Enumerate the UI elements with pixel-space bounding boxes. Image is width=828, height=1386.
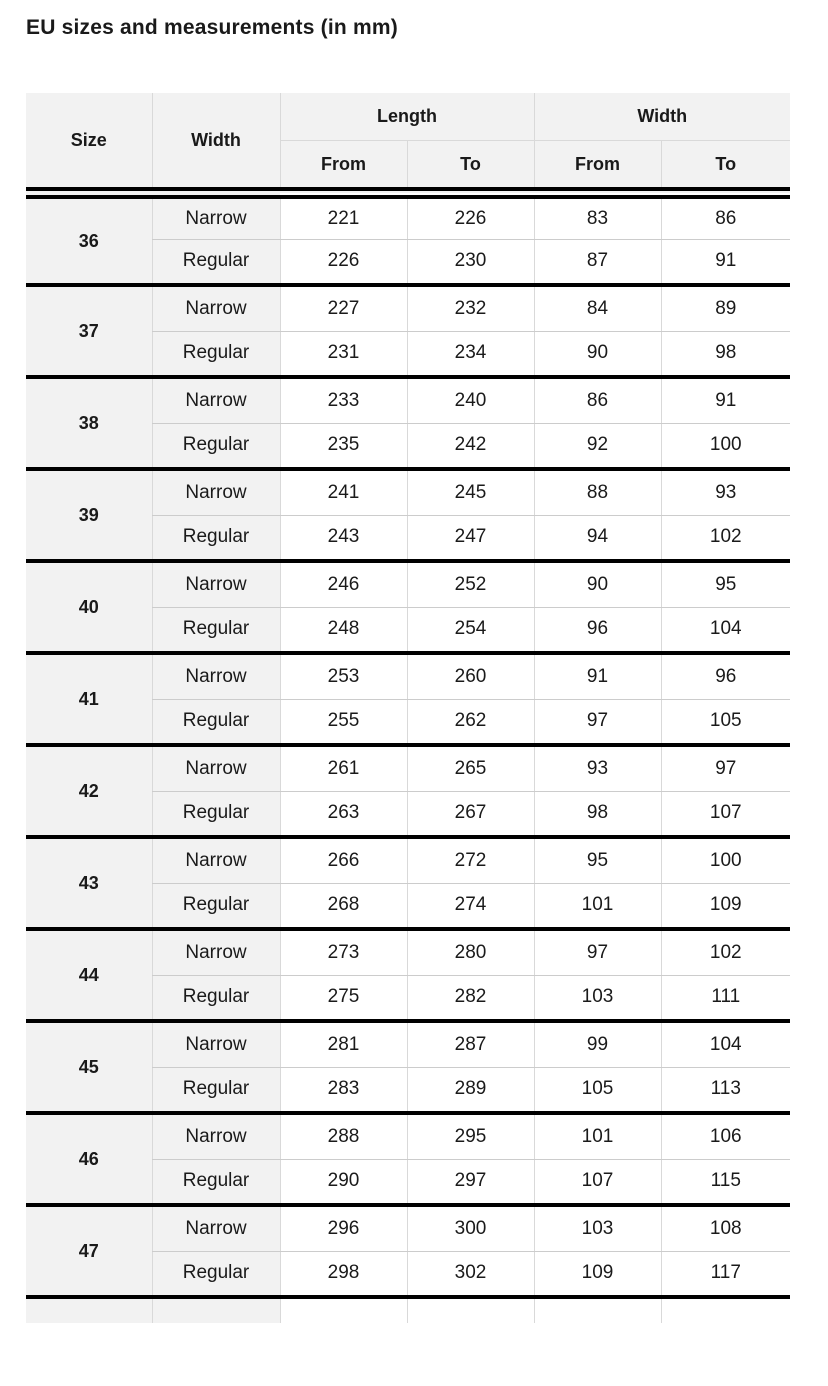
width-type-cell: Narrow: [152, 469, 280, 515]
size-group: [26, 285, 790, 377]
width-from-cell: 90: [534, 561, 661, 607]
length-from-cell: 235: [280, 423, 407, 469]
size-cell: 42: [26, 745, 152, 837]
length-from-cell: 275: [280, 975, 407, 1021]
length-to-cell: 232: [407, 285, 534, 331]
table-row: [26, 469, 790, 515]
width-type-cell: Narrow: [152, 1021, 280, 1067]
width-type-cell: Narrow: [152, 377, 280, 423]
length-to-cell: 282: [407, 975, 534, 1021]
length-to-cell: 242: [407, 423, 534, 469]
width-from-cell: 83: [534, 193, 661, 239]
width-to-cell: 89: [661, 285, 790, 331]
size-cell: 43: [26, 837, 152, 929]
width-type-cell: Narrow: [152, 929, 280, 975]
page-title: EU sizes and measurements (in mm): [26, 16, 398, 39]
col-group-width: Width: [534, 93, 790, 141]
length-from-cell: 227: [280, 285, 407, 331]
size-cell: 39: [26, 469, 152, 561]
length-to-cell: [407, 1297, 534, 1323]
width-from-cell: 84: [534, 285, 661, 331]
length-to-cell: 289: [407, 1067, 534, 1113]
width-type-cell: Regular: [152, 239, 280, 285]
width-to-cell: 104: [661, 607, 790, 653]
table-row: [26, 1021, 790, 1067]
col-header-width-type: Width: [152, 93, 280, 193]
length-from-cell: 246: [280, 561, 407, 607]
width-type-cell: Regular: [152, 883, 280, 929]
length-from-cell: 281: [280, 1021, 407, 1067]
width-from-cell: 91: [534, 653, 661, 699]
width-to-cell: 91: [661, 377, 790, 423]
width-to-cell: [661, 1297, 790, 1323]
width-to-cell: 104: [661, 1021, 790, 1067]
table-header: [26, 93, 790, 193]
width-from-cell: 97: [534, 929, 661, 975]
width-from-cell: 105: [534, 1067, 661, 1113]
length-to-cell: 260: [407, 653, 534, 699]
length-from-cell: 248: [280, 607, 407, 653]
length-to-cell: 252: [407, 561, 534, 607]
length-from-cell: [280, 1297, 407, 1323]
width-from-cell: 93: [534, 745, 661, 791]
width-to-cell: 86: [661, 193, 790, 239]
size-group: [26, 1205, 790, 1297]
length-to-cell: 245: [407, 469, 534, 515]
width-to-cell: 106: [661, 1113, 790, 1159]
size-group: [26, 745, 790, 837]
size-cell: 37: [26, 285, 152, 377]
width-to-cell: 109: [661, 883, 790, 929]
length-from-cell: 288: [280, 1113, 407, 1159]
col-header-size: Size: [26, 93, 152, 193]
width-type-cell: Narrow: [152, 653, 280, 699]
width-to-cell: 95: [661, 561, 790, 607]
length-from-cell: 298: [280, 1251, 407, 1297]
length-from-cell: 233: [280, 377, 407, 423]
width-from-cell: 92: [534, 423, 661, 469]
length-to-cell: 272: [407, 837, 534, 883]
width-to-cell: 108: [661, 1205, 790, 1251]
length-from-cell: 283: [280, 1067, 407, 1113]
width-from-cell: 98: [534, 791, 661, 837]
width-from-cell: 96: [534, 607, 661, 653]
table-row: [26, 745, 790, 791]
length-from-cell: 255: [280, 699, 407, 745]
width-to-cell: 98: [661, 331, 790, 377]
length-from-cell: 241: [280, 469, 407, 515]
size-group: [26, 929, 790, 1021]
width-to-cell: 111: [661, 975, 790, 1021]
table-row: [26, 929, 790, 975]
length-from-cell: 221: [280, 193, 407, 239]
col-header-width-to: To: [661, 141, 790, 194]
width-to-cell: 91: [661, 239, 790, 285]
size-cell: 47: [26, 1205, 152, 1297]
length-to-cell: 274: [407, 883, 534, 929]
size-group: [26, 377, 790, 469]
width-type-cell: Narrow: [152, 837, 280, 883]
width-type-cell: Regular: [152, 1067, 280, 1113]
col-header-width-from: From: [534, 141, 661, 194]
width-to-cell: 115: [661, 1159, 790, 1205]
width-to-cell: 102: [661, 515, 790, 561]
length-to-cell: 302: [407, 1251, 534, 1297]
length-from-cell: 273: [280, 929, 407, 975]
width-from-cell: 90: [534, 331, 661, 377]
length-from-cell: 243: [280, 515, 407, 561]
size-group: [26, 561, 790, 653]
col-header-length-from: From: [280, 141, 407, 194]
width-from-cell: [534, 1297, 661, 1323]
width-type-cell: Narrow: [152, 1205, 280, 1251]
length-to-cell: 287: [407, 1021, 534, 1067]
width-type-cell: Regular: [152, 975, 280, 1021]
size-group: [26, 469, 790, 561]
width-type-cell: Regular: [152, 791, 280, 837]
width-type-cell: Narrow: [152, 285, 280, 331]
width-to-cell: 102: [661, 929, 790, 975]
width-to-cell: 100: [661, 837, 790, 883]
width-type-cell: Regular: [152, 607, 280, 653]
width-from-cell: 103: [534, 1205, 661, 1251]
length-from-cell: 296: [280, 1205, 407, 1251]
width-type-cell: Narrow: [152, 1113, 280, 1159]
table-row: [26, 1205, 790, 1251]
length-from-cell: 261: [280, 745, 407, 791]
width-type-cell: Regular: [152, 1251, 280, 1297]
width-type-cell: Narrow: [152, 561, 280, 607]
length-from-cell: 266: [280, 837, 407, 883]
width-to-cell: 93: [661, 469, 790, 515]
size-cell: 36: [26, 193, 152, 285]
partial-next-row: [26, 1297, 790, 1323]
length-to-cell: 262: [407, 699, 534, 745]
size-cell: 45: [26, 1021, 152, 1113]
width-type-cell: Narrow: [152, 745, 280, 791]
table-row: [26, 193, 790, 239]
length-to-cell: 280: [407, 929, 534, 975]
width-from-cell: 95: [534, 837, 661, 883]
width-from-cell: 88: [534, 469, 661, 515]
size-group: [26, 1113, 790, 1205]
table-row: [26, 561, 790, 607]
size-group: [26, 1021, 790, 1113]
width-type-cell: Regular: [152, 515, 280, 561]
width-from-cell: 86: [534, 377, 661, 423]
width-from-cell: 103: [534, 975, 661, 1021]
size-chart-table: [26, 93, 790, 1323]
width-from-cell: 101: [534, 883, 661, 929]
header-group-row: [26, 93, 790, 141]
length-to-cell: 240: [407, 377, 534, 423]
length-to-cell: 300: [407, 1205, 534, 1251]
width-from-cell: 87: [534, 239, 661, 285]
width-from-cell: 99: [534, 1021, 661, 1067]
width-to-cell: 107: [661, 791, 790, 837]
length-from-cell: 253: [280, 653, 407, 699]
width-to-cell: 97: [661, 745, 790, 791]
width-type-cell: Regular: [152, 699, 280, 745]
table-row: [26, 837, 790, 883]
width-type-cell: Regular: [152, 331, 280, 377]
width-to-cell: 96: [661, 653, 790, 699]
width-from-cell: 97: [534, 699, 661, 745]
width-from-cell: 94: [534, 515, 661, 561]
size-cell: 40: [26, 561, 152, 653]
length-to-cell: 297: [407, 1159, 534, 1205]
length-to-cell: 295: [407, 1113, 534, 1159]
length-from-cell: 226: [280, 239, 407, 285]
table-row-partial: [26, 1297, 790, 1323]
width-from-cell: 109: [534, 1251, 661, 1297]
table-row: [26, 377, 790, 423]
length-to-cell: 265: [407, 745, 534, 791]
size-cell: 46: [26, 1113, 152, 1205]
col-group-length: Length: [280, 93, 534, 141]
size-cell: [26, 1297, 152, 1323]
size-group: [26, 193, 790, 285]
width-type-cell: [152, 1297, 280, 1323]
size-group: [26, 837, 790, 929]
length-to-cell: 254: [407, 607, 534, 653]
width-type-cell: Regular: [152, 1159, 280, 1205]
length-to-cell: 247: [407, 515, 534, 561]
width-to-cell: 100: [661, 423, 790, 469]
width-type-cell: Narrow: [152, 193, 280, 239]
size-group: [26, 653, 790, 745]
table-row: [26, 285, 790, 331]
length-to-cell: 234: [407, 331, 534, 377]
size-cell: 41: [26, 653, 152, 745]
width-to-cell: 117: [661, 1251, 790, 1297]
col-header-length-to: To: [407, 141, 534, 194]
table-row: [26, 1113, 790, 1159]
table-row: [26, 653, 790, 699]
size-cell: 38: [26, 377, 152, 469]
length-to-cell: 230: [407, 239, 534, 285]
size-cell: 44: [26, 929, 152, 1021]
length-from-cell: 268: [280, 883, 407, 929]
width-type-cell: Regular: [152, 423, 280, 469]
length-from-cell: 231: [280, 331, 407, 377]
width-from-cell: 101: [534, 1113, 661, 1159]
length-from-cell: 263: [280, 791, 407, 837]
length-from-cell: 290: [280, 1159, 407, 1205]
width-from-cell: 107: [534, 1159, 661, 1205]
width-to-cell: 105: [661, 699, 790, 745]
width-to-cell: 113: [661, 1067, 790, 1113]
length-to-cell: 226: [407, 193, 534, 239]
length-to-cell: 267: [407, 791, 534, 837]
